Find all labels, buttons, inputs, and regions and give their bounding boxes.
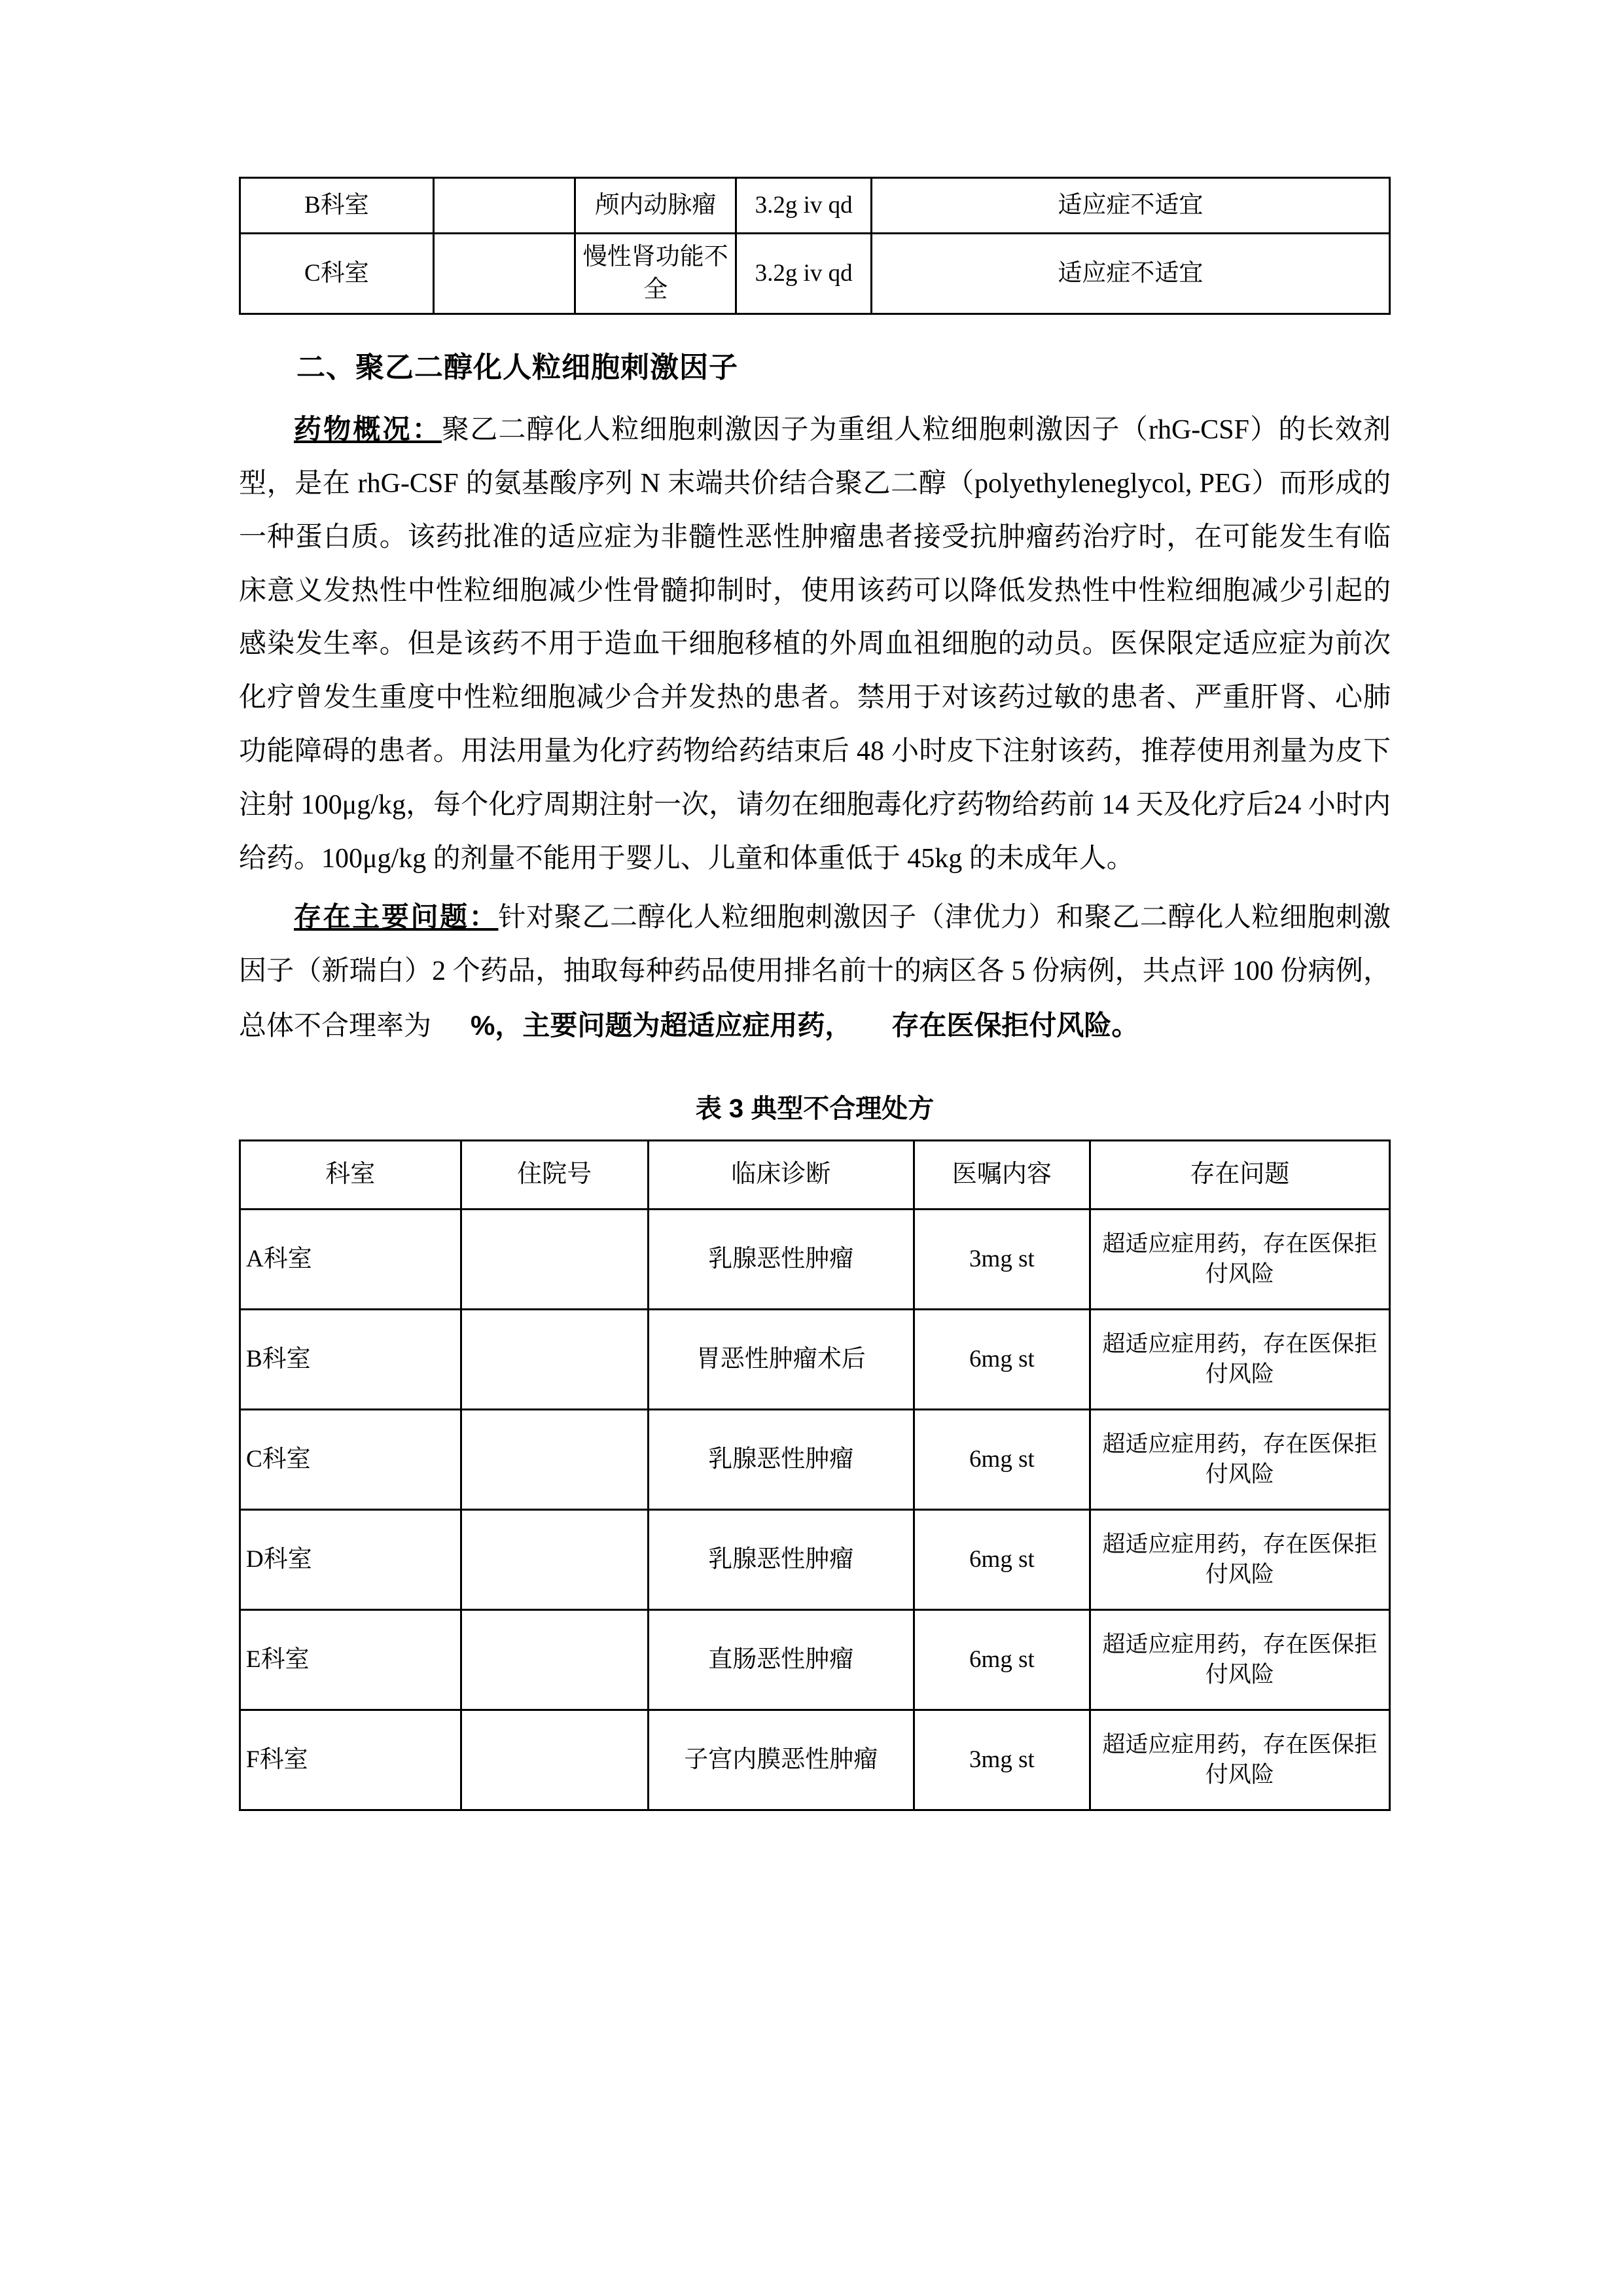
cell-order: 3.2g iv qd [736, 234, 871, 314]
cell-order: 3mg st [914, 1710, 1090, 1810]
table-row [240, 1710, 1390, 1810]
page-content [239, 177, 1391, 1811]
cell-dept: B科室 [240, 1309, 461, 1409]
cell-order: 6mg st [914, 1609, 1090, 1710]
table-row [240, 1509, 1390, 1609]
cell-issue: 超适应症用药，存在医保拒付风险 [1090, 1609, 1389, 1710]
cell-issue: 适应症不适宜 [871, 234, 1389, 314]
cell-issue: 超适应症用药，存在医保拒付风险 [1090, 1209, 1389, 1309]
cell-dept: C科室 [240, 234, 434, 314]
table-row [240, 1309, 1390, 1409]
continued-table-body [240, 178, 1390, 314]
drug-overview-paragraph [239, 403, 1391, 886]
main-problem-bold-comma: ， [825, 1009, 853, 1041]
table-row [240, 178, 1390, 234]
percent-symbol: %， [471, 1009, 523, 1041]
table-row [240, 1609, 1390, 1710]
table3-caption: 表 3 典型不合理处方 [695, 1094, 935, 1123]
cell-admission-no [461, 1609, 648, 1710]
cell-diagnosis: 乳腺恶性肿瘤 [648, 1409, 914, 1509]
table-row [240, 1209, 1390, 1309]
header-dept: 科室 [240, 1140, 461, 1209]
cell-admission-no [433, 178, 575, 234]
table3-header [240, 1140, 1390, 1209]
drug-overview-label: 药物概况： [294, 413, 442, 444]
table-row [240, 1409, 1390, 1509]
cell-issue: 超适应症用药，存在医保拒付风险 [1090, 1409, 1389, 1509]
main-problem-text: 针对聚乙二醇化人粒细胞刺激因子（津优力）和聚乙二醇化人粒细胞刺激因子（新瑞白）2 个药品，抽取每种药品使用排名前十的病区各 5 份病例，共点评 100 份病例，总体不合理率为 [239, 902, 1391, 1041]
cell-dept: A科室 [240, 1209, 461, 1309]
header-diagnosis: 临床诊断 [648, 1140, 914, 1209]
cell-diagnosis: 颅内动脉瘤 [575, 178, 736, 234]
header-issue: 存在问题 [1090, 1140, 1389, 1209]
cell-diagnosis: 乳腺恶性肿瘤 [648, 1509, 914, 1609]
cell-admission-no [461, 1409, 648, 1509]
main-problem-label: 存在主要问题： [294, 901, 499, 932]
typical-irrational-prescription-table [239, 1139, 1391, 1811]
main-problem-bold-text: 主要问题为超适应症用药 [522, 1009, 825, 1041]
cell-dept: D科室 [240, 1509, 461, 1609]
cell-diagnosis: 胃恶性肿瘤术后 [648, 1309, 914, 1409]
cell-dept: B科室 [240, 178, 434, 234]
cell-admission-no [461, 1710, 648, 1810]
header-admission-no: 住院号 [461, 1140, 648, 1209]
cell-admission-no [461, 1209, 648, 1309]
header-order: 医嘱内容 [914, 1140, 1090, 1209]
main-problem-bold-tail: 存在医保拒付风险。 [891, 1009, 1139, 1041]
cell-diagnosis: 慢性肾功能不全 [575, 234, 736, 314]
cell-diagnosis: 子宫内膜恶性肿瘤 [648, 1710, 914, 1810]
cell-admission-no [461, 1309, 648, 1409]
cell-issue: 超适应症用药，存在医保拒付风险 [1090, 1309, 1389, 1409]
section-heading: 二、聚乙二醇化人粒细胞刺激因子 [296, 351, 738, 384]
cell-issue: 超适应症用药，存在医保拒付风险 [1090, 1710, 1389, 1810]
table3-body [240, 1209, 1390, 1810]
cell-issue: 适应症不适宜 [871, 178, 1389, 234]
cell-order: 3mg st [914, 1209, 1090, 1309]
main-problem-paragraph [239, 890, 1391, 1054]
cell-issue: 超适应症用药，存在医保拒付风险 [1090, 1509, 1389, 1609]
cell-admission-no [433, 234, 575, 314]
cell-order: 3.2g iv qd [736, 178, 871, 234]
cell-dept: E科室 [240, 1609, 461, 1710]
cell-diagnosis: 乳腺恶性肿瘤 [648, 1209, 914, 1309]
cell-admission-no [461, 1509, 648, 1609]
table-row [240, 234, 1390, 314]
cell-order: 6mg st [914, 1409, 1090, 1509]
cell-diagnosis: 直肠恶性肿瘤 [648, 1609, 914, 1710]
drug-overview-text: 聚乙二醇化人粒细胞刺激因子为重组人粒细胞刺激因子（rhG-CSF）的长效剂型，是在 rhG-CSF 的氨基酸序列 N 末端共价结合聚乙二醇（polyethyleneglycol, PEG）而形成的一种蛋白质。该药批准的适应症为非髓性恶性肿瘤患者接受抗肿瘤药治疗时，在可能发生有临床意义发热性中性粒细胞减少性骨髓抑制时，使用该药可以降低发热性中性粒细胞减少引起的感染发生率。但是该药不用于造血干细胞移植的外周血祖细胞的动员。医保限定适应症为前次化疗曾发生重度中性粒细胞减少合并发热的患者。禁用于对该药过敏的患者、严重肝肾、心肺功能障碍的患者。用法用量为化疗药物给药结束后 48 小时皮下注射该药，推荐使用剂量为皮下注射 100μg/kg，每个化疗周期注射一次，请勿在细胞毒化疗药物给药前 14 天及化疗后24 小时内给药。100μg/kg 的剂量不能用于婴儿、儿童和体重低于 45kg 的未成年人。 [239, 414, 1391, 874]
cell-dept: F科室 [240, 1710, 461, 1810]
cell-order: 6mg st [914, 1509, 1090, 1609]
continued-prescription-table [239, 177, 1391, 315]
cell-dept: C科室 [240, 1409, 461, 1509]
table-header-row [240, 1140, 1390, 1209]
cell-order: 6mg st [914, 1309, 1090, 1409]
